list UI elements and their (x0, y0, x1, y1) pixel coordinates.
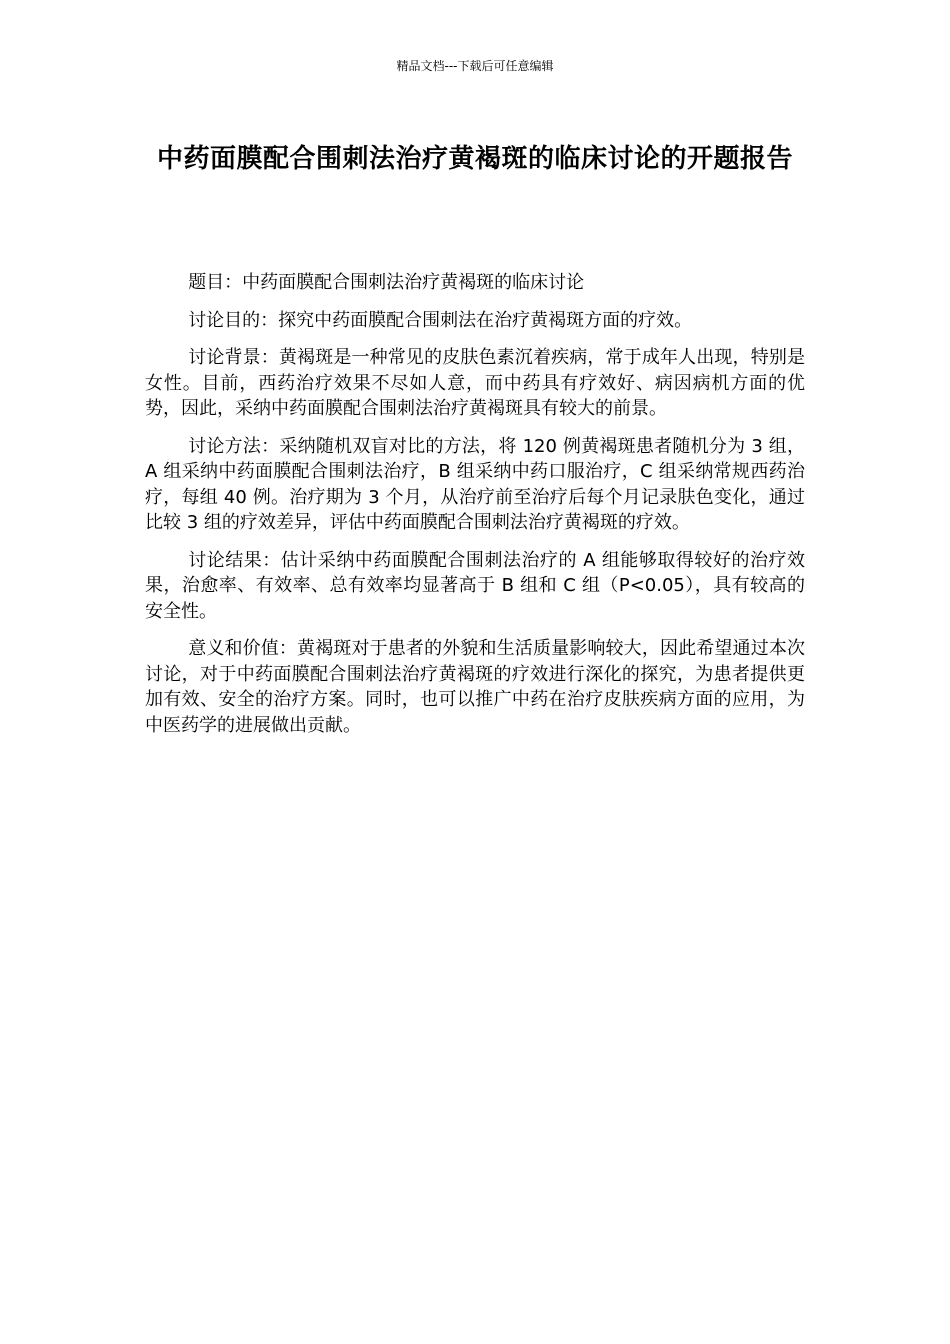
paragraph-purpose: 讨论目的：探究中药面膜配合围刺法在治疗黄褐斑方面的疗效。 (188, 309, 693, 331)
document-body (145, 270, 805, 750)
paragraph-significance: 意义和价值：黄褐斑对于患者的外貌和生活质量影响较大，因此希望通过本次讨论，对于中药面膜配合围刺法治疗黄褐斑的疗效进行深化的探究，为患者提供更加有效、安全的治疗方案。同时，也可以推广中药在治疗皮肤疾病方面的应用，为中医药学的进展做出贡献。 (145, 638, 805, 736)
paragraph-topic: 题目：中药面膜配合围刺法治疗黄褐斑的临床讨论 (188, 272, 585, 293)
page-header-note: 精品文档---下载后可任意编辑 (396, 59, 554, 73)
paragraph-results: 讨论结果：估计采纳中药面膜配合围刺法治疗的 A 组能够取得较好的治疗效果，治愈率、有效率、总有效率均显著高于 B 组和 C 组（P<0.05），具有较高的安全性。 (145, 549, 805, 622)
paragraph-background: 讨论背景：黄褐斑是一种常见的皮肤色素沉着疾病，常于成年人出现，特别是女性。目前，西药治疗效果不尽如人意，而中药具有疗效好、病因病机方面的优势，因此，采纳中药面膜配合围刺法治疗黄褐斑具有较大的前景。 (145, 347, 805, 419)
document-title: 中药面膜配合围刺法治疗黄褐斑的临床讨论的开题报告 (156, 144, 793, 174)
paragraph-method: 讨论方法：采纳随机双盲对比的方法，将 120 例黄褐斑患者随机分为 3 组，A 组采纳中药面膜配合围刺法治疗，B 组采纳中药口服治疗，C 组采纳常规西药治疗，每组 40 例。治疗期为 3 个月，从治疗前至治疗后每个月记录肤色变化，通过比较 3 组的疗效差异，评估中药面膜配合围刺法治疗黄褐斑的疗效。 (145, 435, 805, 533)
